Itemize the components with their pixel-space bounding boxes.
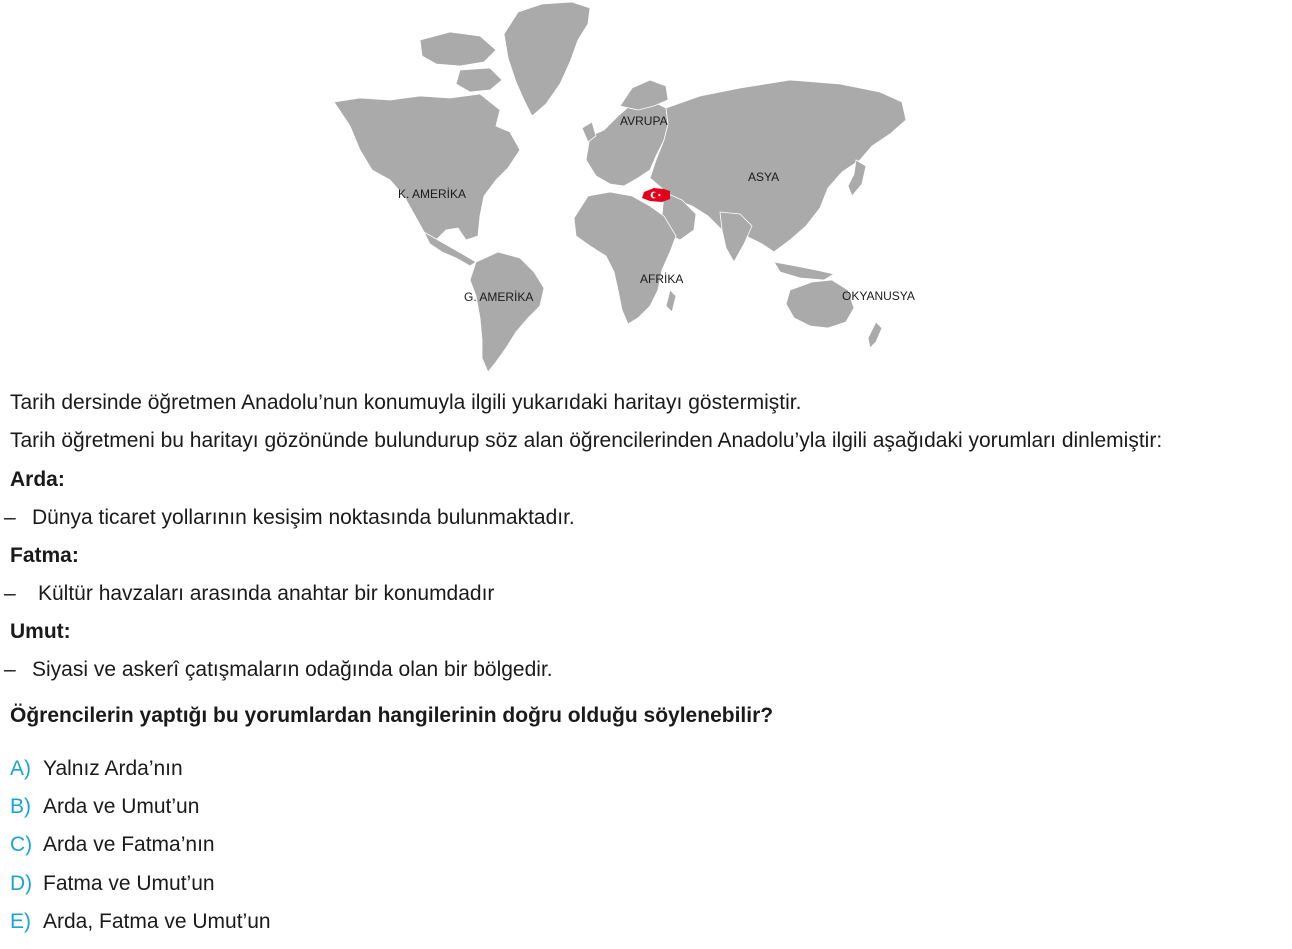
north-america-shape xyxy=(334,94,520,242)
option-text: Yalnız Arda’nın xyxy=(43,757,183,780)
student-comment-fatma xyxy=(4,581,494,607)
option-d[interactable] xyxy=(10,871,215,897)
option-e[interactable] xyxy=(10,909,271,935)
greenland-shape xyxy=(504,2,590,116)
option-text: Arda, Fatma ve Umut’un xyxy=(43,910,271,933)
option-letter: B) xyxy=(10,795,31,818)
south-america-shape xyxy=(470,252,544,372)
option-text: Fatma ve Umut’un xyxy=(43,872,215,895)
comment-text: Dünya ticaret yollarının kesişim noktasında bulunmaktadır. xyxy=(32,506,575,529)
option-text: Arda ve Fatma’nın xyxy=(43,833,215,856)
student-name-fatma: Fatma: xyxy=(10,544,79,567)
student-name-umut: Umut: xyxy=(10,620,71,643)
crescent-inner xyxy=(653,192,658,197)
comment-text: Siyasi ve askerî çatışmaların odağında olan bir bölgedir. xyxy=(32,658,553,681)
label-africa: AFRİKA xyxy=(640,272,684,286)
star-mark xyxy=(658,194,660,196)
option-c[interactable] xyxy=(10,832,215,858)
label-north-america: K. AMERİKA xyxy=(398,187,467,201)
arctic-islands-shape xyxy=(420,32,496,66)
turkey-flag-highlight xyxy=(642,188,670,202)
label-europe: AVRUPA xyxy=(620,114,668,128)
intro-line-1: Tarih dersinde öğretmen Anadolu’nun konumuyla ilgili yukarıdaki haritayı göstermiştir. xyxy=(10,391,802,414)
option-letter: D) xyxy=(10,872,33,895)
option-b[interactable] xyxy=(10,794,199,820)
world-map xyxy=(320,0,932,378)
madagascar-shape xyxy=(666,290,676,312)
label-south-america: G. AMERİKA xyxy=(464,290,534,304)
option-a[interactable] xyxy=(10,756,183,782)
student-comment-umut xyxy=(4,657,553,683)
option-letter: E) xyxy=(10,910,31,933)
australia-shape xyxy=(786,280,854,328)
africa-shape xyxy=(574,192,676,324)
option-letter: C) xyxy=(10,833,33,856)
dash-mark: – xyxy=(4,582,16,605)
dash-mark: – xyxy=(4,506,16,529)
label-oceania: OKYANUSYA xyxy=(842,289,915,303)
world-map-svg xyxy=(320,0,932,378)
arctic-islands-shape-2 xyxy=(456,68,502,92)
indonesia-shape xyxy=(774,262,834,280)
option-text: Arda ve Umut’un xyxy=(43,795,200,818)
dash-mark: – xyxy=(4,658,16,681)
label-asia: ASYA xyxy=(748,170,780,184)
student-comment-arda xyxy=(4,505,575,531)
new-zealand-shape xyxy=(868,322,882,348)
option-letter: A) xyxy=(10,757,31,780)
comment-text: Kültür havzaları arasında anahtar bir konumdadır xyxy=(38,582,495,605)
question-text: Öğrencilerin yaptığı bu yorumlardan hangilerinin doğru olduğu söylenebilir? xyxy=(10,704,774,727)
intro-line-2: Tarih öğretmeni bu haritayı gözönünde bulundurup söz alan öğrencilerinden Anadolu’yla ilgili aşağıdaki yorumları dinlemiştir: xyxy=(10,429,1163,452)
student-name-arda: Arda: xyxy=(10,468,65,491)
